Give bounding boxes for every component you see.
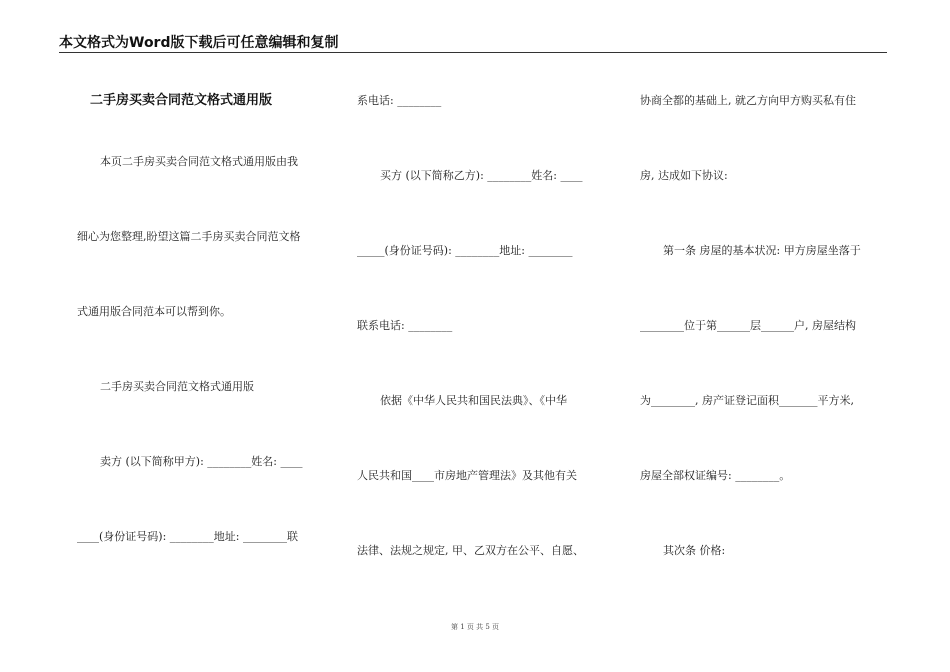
paragraph-line: 买方 (以下简称乙方): ________姓名: ____ bbox=[380, 169, 583, 182]
page-indicator: 第 1 页 共 5 页 bbox=[450, 623, 500, 631]
paragraph-line: 联系电话: ________ bbox=[357, 319, 453, 332]
paragraph-line: 为________, 房产证登记面积_______平方米, bbox=[640, 394, 854, 407]
paragraph-line: 人民共和国____市房地产管理法》及其他有关 bbox=[357, 469, 577, 482]
paragraph-line: _____(身份证号码): ________地址: ________ bbox=[357, 244, 573, 257]
paragraph-line: 本页二手房买卖合同范文格式通用版由我 bbox=[100, 155, 298, 168]
paragraph-line: 式通用版合同范本可以帮到你。 bbox=[77, 305, 231, 318]
paragraph-line: 房屋全部权证编号: ________。 bbox=[640, 469, 791, 482]
document-header: 本文格式为Word版下载后可任意编辑和复制 bbox=[59, 35, 339, 51]
paragraph-line: 法律、法规之规定, 甲、乙双方在公平、自愿、 bbox=[357, 544, 584, 557]
header-divider bbox=[59, 52, 887, 53]
document-title: 二手房买卖合同范文格式通用版 bbox=[90, 93, 273, 108]
paragraph-line: ____(身份证号码): ________地址: ________联 bbox=[77, 530, 298, 543]
paragraph-line: 协商全都的基础上, 就乙方向甲方购买私有住 bbox=[640, 94, 856, 107]
paragraph-line: 卖方 (以下简称甲方): ________姓名: ____ bbox=[100, 455, 303, 468]
paragraph-line: 系电话: ________ bbox=[357, 94, 442, 107]
paragraph-line: 其次条 价格: bbox=[663, 544, 726, 557]
paragraph-line: 细心为您整理,盼望这篇二手房买卖合同范文格 bbox=[77, 230, 301, 243]
paragraph-line: 依据《中华人民共和国民法典》、《中华 bbox=[380, 394, 567, 407]
paragraph-line: 第一条 房屋的基本状况: 甲方房屋坐落于 bbox=[663, 244, 861, 257]
paragraph-line: 二手房买卖合同范文格式通用版 bbox=[100, 380, 254, 393]
paragraph-line: 房, 达成如下协议: bbox=[640, 169, 728, 182]
paragraph-line: ________位于第______层______户, 房屋结构 bbox=[640, 319, 856, 332]
